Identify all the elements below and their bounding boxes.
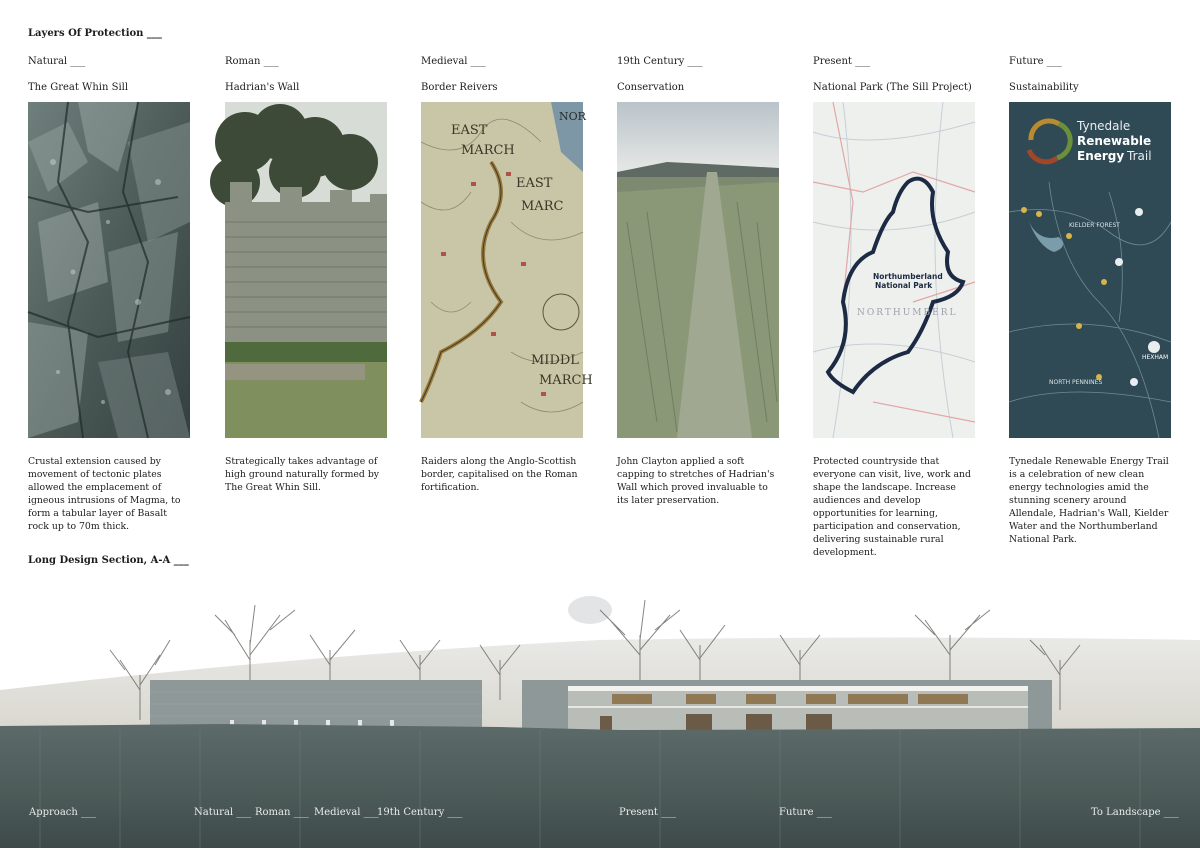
- brand-text-3b: Trail: [1127, 149, 1152, 163]
- subtitle-national-park: National Park (The Sill Project): [813, 82, 972, 93]
- basalt-rock-photo: [28, 102, 190, 438]
- map-text-march-3: MARCH: [539, 373, 593, 388]
- subtitle-border-reivers: Border Reivers: [421, 82, 498, 93]
- section-label-medieval: Medieval ___: [314, 807, 379, 818]
- place-kielder-forest: KIELDER FOREST: [1069, 222, 1120, 229]
- historic-map: [421, 102, 593, 438]
- map-label-park-1: Northumberland: [873, 272, 943, 281]
- map-text-march-2: MARC: [521, 199, 564, 214]
- description-future: Tynedale Renewable Energy Trail is a celebration of new clean energy technologies amid the stunning scenery around Allendale, Hadrian's Wall, Kielder Water and the Northumberland National Park.: [1009, 456, 1169, 545]
- era-label-future: Future ___: [1009, 56, 1062, 67]
- hadrians-wall-photo: [225, 102, 387, 438]
- description-roman: Strategically takes advantage of high ground naturally formed by The Great Whin Sill.: [225, 456, 380, 493]
- section-label-present: Present ___: [619, 807, 677, 818]
- section-label-19th-century: 19th Century ___: [377, 807, 463, 818]
- section-title: Long Design Section, A-A ___: [28, 555, 189, 566]
- description-present: Protected countryside that everyone can visit, live, work and shape the landscape. Increase audiences and develop opportunities for learning, participation and conservation, delivering sustainable rural development.: [813, 456, 971, 558]
- subtitle-hadrians-wall: Hadrian's Wall: [225, 82, 300, 93]
- section-label-natural: Natural ___: [194, 807, 252, 818]
- section-label-to-landscape: To Landscape ___: [1091, 807, 1179, 818]
- era-label-present: Present ___: [813, 56, 871, 67]
- era-label-roman: Roman ___: [225, 56, 279, 67]
- description-natural: Crustal extension caused by movement of tectonic plates allowed the emplacement of igneous intrusions of Magma, to form a tabular layer of Basalt rock up to 70m thick.: [28, 456, 181, 532]
- grass-capped-wall-photo: [617, 102, 779, 438]
- map-label-region: NORTHUMBERL: [857, 308, 958, 318]
- map-text-middle: MIDDL: [531, 353, 579, 368]
- era-label-19th-century: 19th Century ___: [617, 56, 703, 67]
- brand-text-2: Renewable: [1077, 134, 1152, 148]
- era-label-natural: Natural ___: [28, 56, 86, 67]
- brand-text-3a: Energy: [1077, 149, 1125, 163]
- page-title: Layers Of Protection ___: [28, 28, 162, 39]
- map-text-march: MARCH: [461, 143, 515, 158]
- section-label-approach: Approach ___: [29, 807, 97, 818]
- place-north-pennines: NORTH PENNINES: [1049, 379, 1103, 386]
- brand-text-1: Tynedale: [1077, 119, 1131, 133]
- map-text-nor: NOR: [559, 110, 586, 123]
- map-text-east: EAST: [451, 123, 488, 138]
- era-label-medieval: Medieval ___: [421, 56, 486, 67]
- map-text-east-2: EAST: [516, 176, 553, 191]
- national-park-map: [813, 102, 975, 438]
- map-label-park-2: National Park: [875, 281, 933, 290]
- subtitle-sustainability: Sustainability: [1009, 82, 1079, 93]
- subtitle-conservation: Conservation: [617, 82, 685, 93]
- long-design-section-drawing: [0, 580, 1200, 848]
- energy-trail-map: [1009, 102, 1171, 438]
- section-label-roman: Roman ___: [255, 807, 309, 818]
- description-medieval: Raiders along the Anglo-Scottish border, capitalised on the Roman fortification.: [421, 456, 578, 493]
- section-label-future: Future ___: [779, 807, 832, 818]
- place-hexham: HEXHAM: [1142, 354, 1169, 361]
- subtitle-great-whin-sill: The Great Whin Sill: [28, 82, 129, 93]
- description-19th-century: John Clayton applied a soft capping to stretches of Hadrian's Wall which proved invaluable to its later preservation.: [617, 456, 775, 506]
